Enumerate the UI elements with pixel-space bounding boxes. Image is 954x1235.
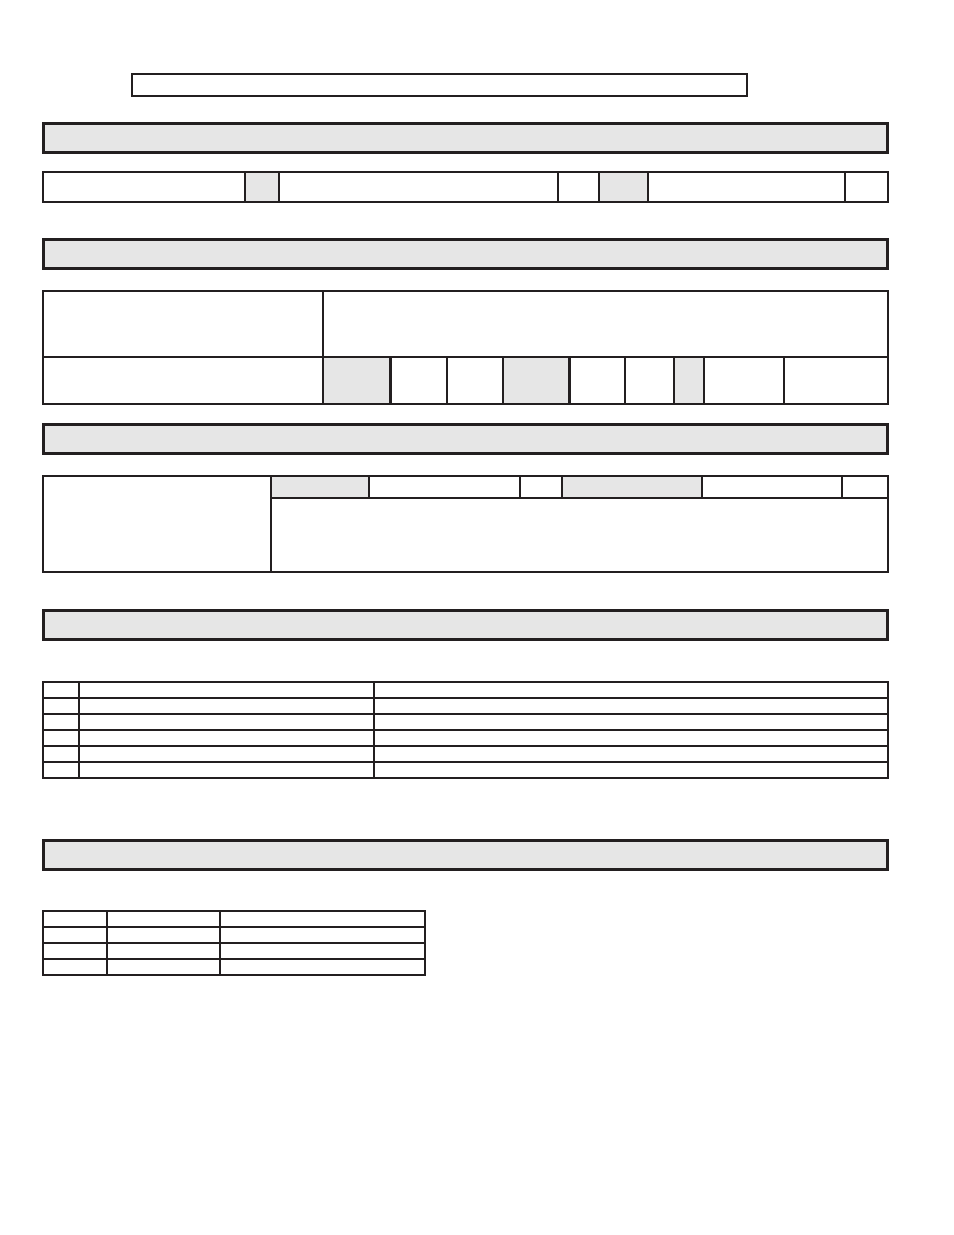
table-cell[interactable] [374,730,888,746]
block-2-cell-7[interactable] [675,358,705,403]
section-header-5 [42,839,889,871]
block-2-cell-9[interactable] [785,358,887,403]
table-cell[interactable] [43,911,107,927]
block-2-top-left[interactable] [44,292,324,358]
table-cell[interactable] [374,746,888,762]
table-cell[interactable] [79,746,374,762]
table-cell[interactable] [79,698,374,714]
block-2-cell-5[interactable] [571,358,626,403]
block-2-cell-6[interactable] [626,358,675,403]
section-header-1 [42,122,889,154]
table-cell[interactable] [107,943,220,959]
table-row [43,959,425,975]
table-cell[interactable] [220,927,425,943]
block-3-header-row [272,477,887,499]
block-2-cell-4[interactable] [504,358,571,403]
block-3-header-2[interactable] [370,477,521,497]
table-row [43,698,888,714]
table-row [43,682,888,698]
form-title-field[interactable] [131,73,748,97]
table-cell[interactable] [107,927,220,943]
section-header-3 [42,423,889,455]
field-1[interactable] [44,173,246,201]
table-cell[interactable] [79,682,374,698]
field-5[interactable] [600,173,649,201]
section-header-4 [42,609,889,641]
table-cell[interactable] [374,698,888,714]
block-3 [42,475,889,573]
table-row [43,927,425,943]
table-cell[interactable] [43,682,79,698]
block-3-header-1[interactable] [272,477,370,497]
block-3-header-4[interactable] [563,477,703,497]
block-3-header-6[interactable] [843,477,887,497]
block-3-body[interactable] [272,499,887,571]
field-4[interactable] [559,173,600,201]
table-cell[interactable] [220,959,425,975]
table-cell[interactable] [374,714,888,730]
block-2 [42,290,889,405]
table-2 [42,910,426,976]
block-2-top-right[interactable] [324,292,887,358]
table-cell[interactable] [43,714,79,730]
table-cell[interactable] [220,943,425,959]
table-cell[interactable] [43,746,79,762]
block-2-bottom-label[interactable] [44,358,324,403]
table-cell[interactable] [43,927,107,943]
table-cell[interactable] [79,730,374,746]
table-cell[interactable] [43,698,79,714]
table-cell[interactable] [107,911,220,927]
field-2[interactable] [246,173,280,201]
table-cell[interactable] [79,762,374,778]
section-header-2 [42,238,889,270]
table-row [43,911,425,927]
block-2-cell-8[interactable] [705,358,785,403]
block-2-cell-2[interactable] [392,358,448,403]
field-3[interactable] [280,173,559,201]
table-cell[interactable] [43,959,107,975]
field-6[interactable] [649,173,846,201]
table-cell[interactable] [220,911,425,927]
table-cell[interactable] [79,714,374,730]
table-row [43,943,425,959]
table-row [43,746,888,762]
block-2-cell-1[interactable] [324,358,392,403]
table-cell[interactable] [43,943,107,959]
table-row [43,762,888,778]
field-7[interactable] [846,173,887,201]
block-2-bottom-row [324,358,887,403]
table-cell[interactable] [43,762,79,778]
table-cell[interactable] [374,762,888,778]
info-row-1 [42,171,889,203]
table-cell[interactable] [107,959,220,975]
table-row [43,730,888,746]
table-row [43,714,888,730]
block-3-header-3[interactable] [521,477,563,497]
block-2-cell-3[interactable] [448,358,504,403]
table-1 [42,681,889,779]
block-3-left[interactable] [44,477,272,571]
block-3-header-5[interactable] [703,477,843,497]
table-cell[interactable] [374,682,888,698]
table-cell[interactable] [43,730,79,746]
